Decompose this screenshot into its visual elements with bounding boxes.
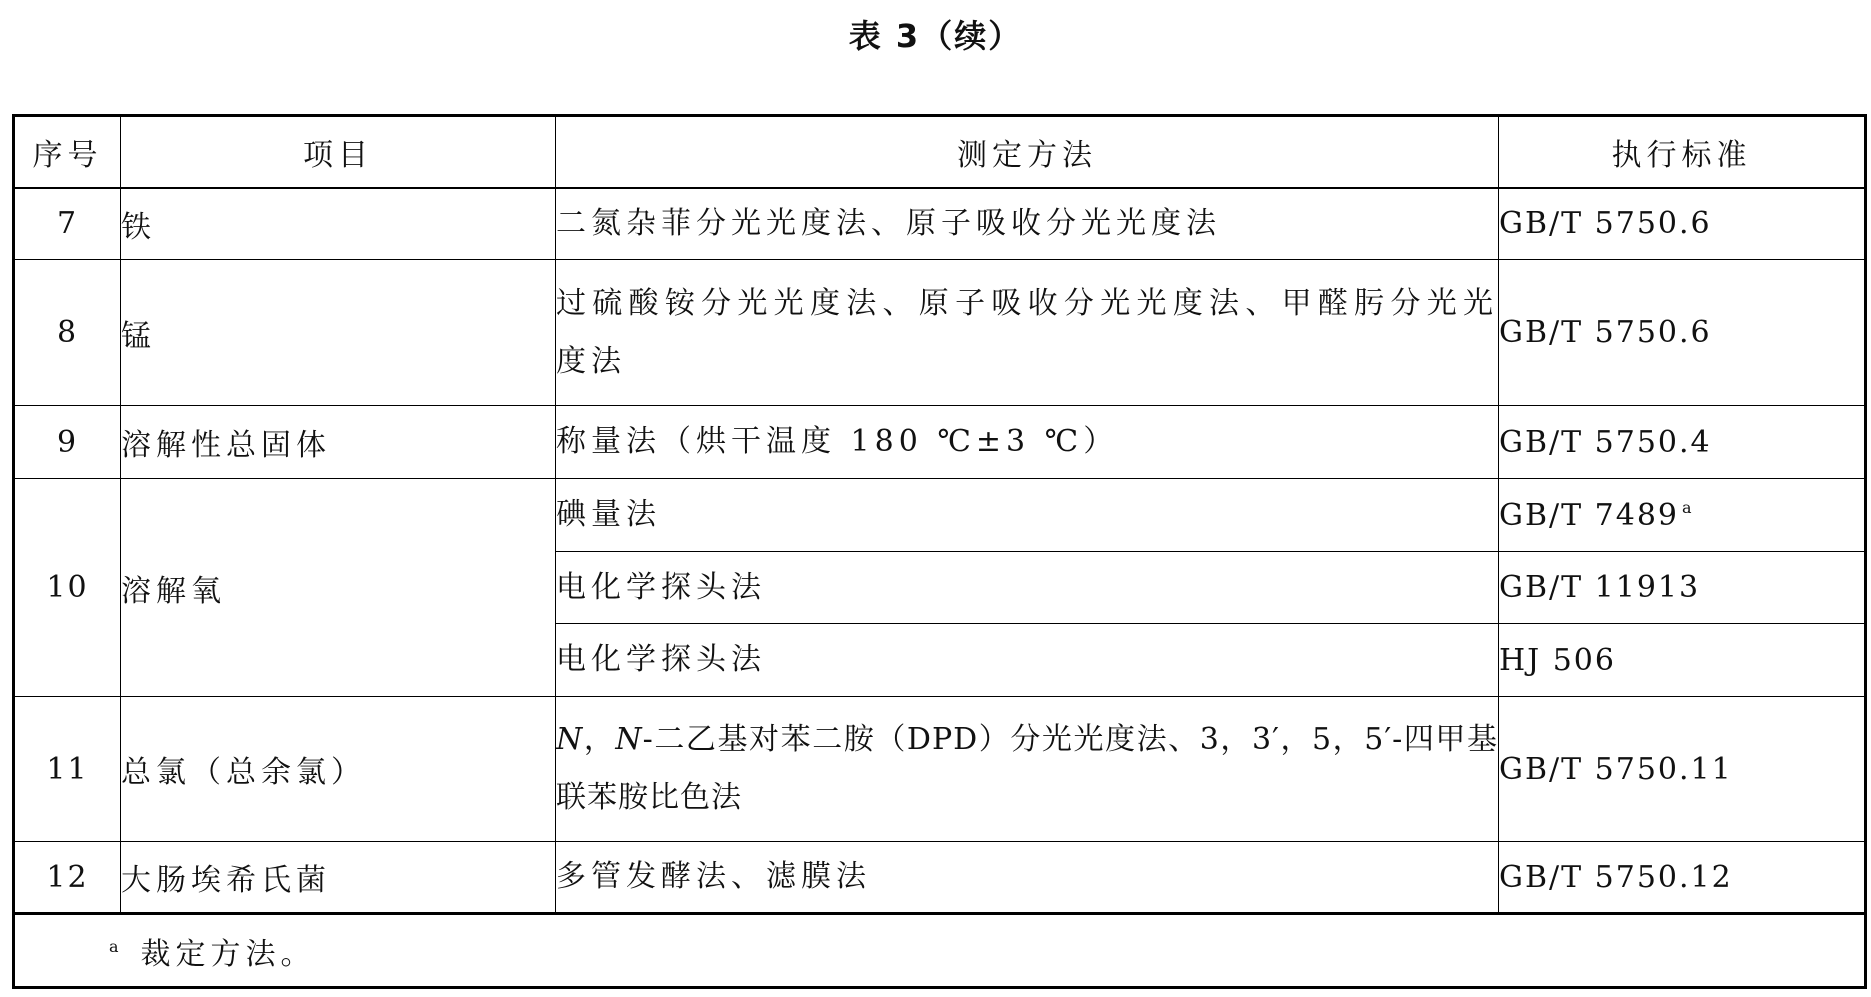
table-body — [14, 188, 1866, 988]
row-number: 11 — [14, 697, 121, 842]
header-no: 序号 — [14, 116, 121, 188]
row-method: 多管发酵法、滤膜法 — [556, 842, 1499, 914]
row-method: 碘量法 — [556, 479, 1499, 552]
row-method: 二氮杂菲分光光度法、原子吸收分光光度法 — [556, 188, 1499, 260]
row-method: 电化学探头法 — [556, 552, 1499, 624]
row-standard: GB/T 5750.11 — [1499, 697, 1866, 842]
standard-code: GB/T 7489 — [1499, 497, 1680, 533]
footnote-text: 裁定方法。 — [140, 936, 316, 972]
table-title: 表 3（续） — [848, 17, 1023, 55]
footnote-row — [14, 914, 1866, 988]
method-text: ， — [583, 722, 616, 757]
row-number: 10 — [14, 479, 121, 697]
row-number: 9 — [14, 406, 121, 479]
footnote — [14, 914, 1866, 988]
table-row — [14, 406, 1866, 479]
row-item: 溶解氧 — [121, 479, 556, 697]
row-standard: HJ 506 — [1499, 624, 1866, 697]
table-header — [14, 116, 1866, 188]
header-method: 测定方法 — [556, 116, 1499, 188]
row-item: 铁 — [121, 188, 556, 260]
method-text-italic: N — [556, 722, 584, 757]
table-row — [14, 260, 1866, 406]
row-item: 大肠埃希氏菌 — [121, 842, 556, 914]
row-method: 过硫酸铵分光光度法、原子吸收分光光度法、甲醛肟分光光度法 — [556, 260, 1499, 406]
row-standard: GB/T 5750.6 — [1499, 260, 1866, 406]
row-item: 总氯（总余氯） — [121, 697, 556, 842]
table-row — [14, 842, 1866, 914]
data-table — [12, 114, 1867, 989]
row-method: 称量法（烘干温度 180 ℃±3 ℃） — [556, 406, 1499, 479]
table-row — [14, 188, 1866, 260]
footnote-mark: a — [109, 936, 119, 956]
header-standard: 执行标准 — [1499, 116, 1866, 188]
row-standard — [1499, 479, 1866, 552]
header-row — [14, 116, 1866, 188]
row-method: 电化学探头法 — [556, 624, 1499, 697]
row-standard: GB/T 5750.12 — [1499, 842, 1866, 914]
row-method — [556, 697, 1499, 842]
row-item: 锰 — [121, 260, 556, 406]
row-number: 7 — [14, 188, 121, 260]
footnote-reference: a — [1682, 497, 1692, 517]
row-standard: GB/T 5750.4 — [1499, 406, 1866, 479]
row-standard: GB/T 5750.6 — [1499, 188, 1866, 260]
row-standard: GB/T 11913 — [1499, 552, 1866, 624]
table-row — [14, 697, 1866, 842]
table-row — [14, 479, 1866, 552]
header-item: 项目 — [121, 116, 556, 188]
row-item: 溶解性总固体 — [121, 406, 556, 479]
row-number: 8 — [14, 260, 121, 406]
method-text: -二乙基对苯二胺（DPD）分光光度法、3，3′，5，5′-四甲基联苯胺比色法 — [556, 722, 1498, 815]
method-text-italic: N — [615, 722, 643, 757]
row-number: 12 — [14, 842, 121, 914]
